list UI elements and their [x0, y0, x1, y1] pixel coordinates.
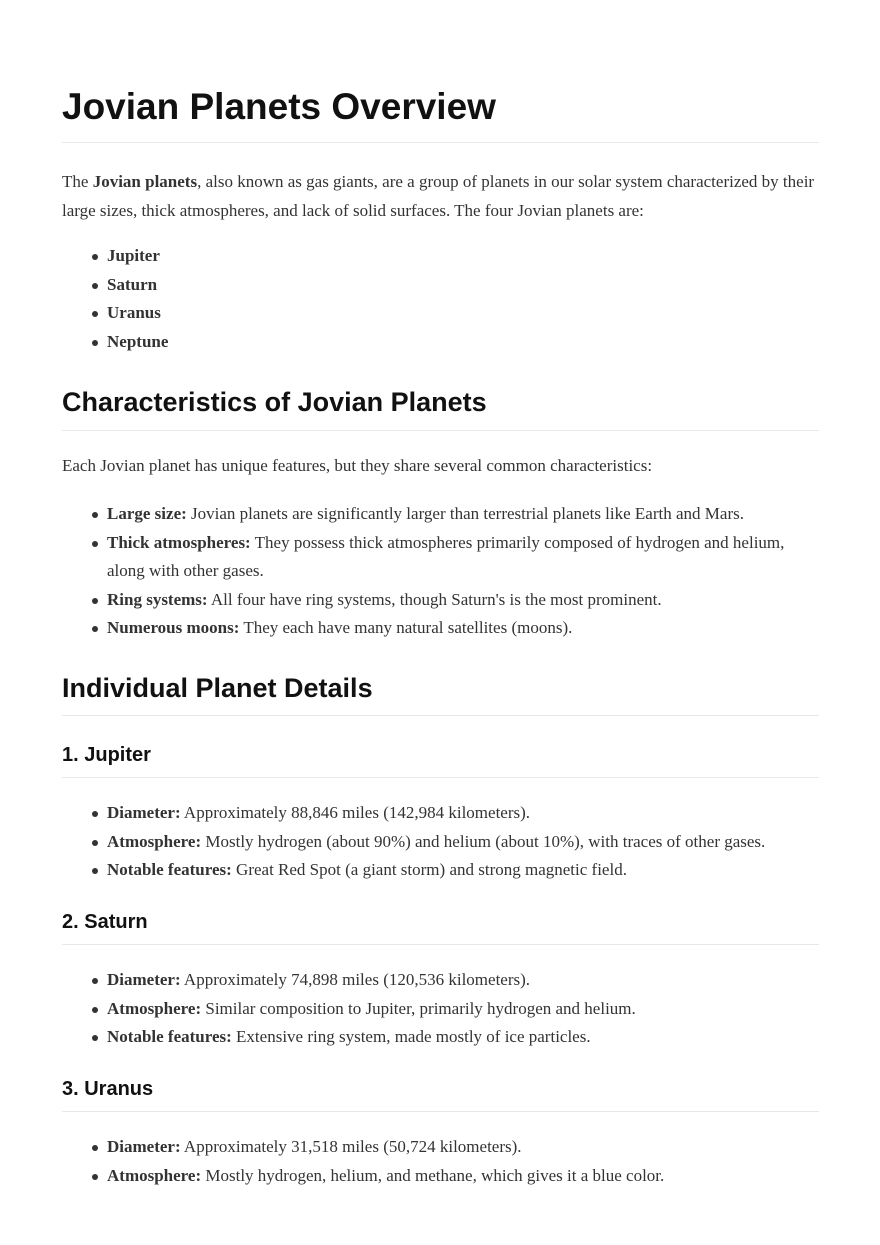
- list-item: [107, 799, 819, 828]
- item-text: Extensive ring system, made mostly of ice particles.: [231, 1027, 591, 1046]
- list-item: [107, 966, 819, 995]
- item-label: Ring systems:: [107, 589, 208, 609]
- item-text: Jovian planets are significantly larger than terrestrial planets like Earth and Mars.: [186, 504, 744, 523]
- item-label: Atmosphere:: [107, 998, 202, 1018]
- item-label: Large size:: [107, 504, 187, 523]
- list-item: [107, 1162, 819, 1191]
- item-label: Thick atmospheres:: [107, 532, 251, 552]
- list-item: [107, 1023, 819, 1052]
- item-text: Similar composition to Jupiter, primarily hydrogen and helium.: [201, 998, 636, 1018]
- title-divider: [62, 142, 819, 143]
- list-item: [107, 299, 819, 328]
- characteristics-intro: Each Jovian planet has unique features, but they share several common characteristics:: [62, 456, 653, 475]
- planet-list: [62, 242, 819, 356]
- saturn-heading: 2. Saturn: [62, 911, 148, 933]
- uranus-details-list: [62, 1133, 819, 1190]
- item-text: Mostly hydrogen (about 90%) and helium (about 10%), with traces of other gases.: [201, 831, 766, 851]
- item-text: They possess thick atmospheres primarily composed of hydrogen and helium, along with other gases.: [107, 532, 785, 580]
- intro-lead: The: [62, 172, 93, 191]
- list-item: [107, 828, 819, 857]
- details-divider: [62, 715, 819, 716]
- details-heading: Individual Planet Details: [62, 673, 373, 703]
- list-item: [107, 1133, 819, 1162]
- planet-name: Neptune: [107, 331, 169, 351]
- item-text: Approximately 74,898 miles (120,536 kilometers).: [180, 970, 531, 989]
- item-text: Approximately 88,846 miles (142,984 kilometers).: [180, 803, 531, 822]
- item-label: Diameter:: [107, 970, 181, 989]
- item-text: Approximately 31,518 miles (50,724 kilometers).: [180, 1137, 522, 1156]
- item-label: Diameter:: [107, 1137, 181, 1156]
- list-item: [107, 242, 819, 271]
- list-item: [107, 500, 819, 529]
- uranus-divider: [62, 1111, 819, 1112]
- jupiter-details-list: [62, 799, 819, 885]
- page-title: Jovian Planets Overview: [62, 86, 496, 127]
- jupiter-heading: 1. Jupiter: [62, 744, 151, 766]
- intro-bold-term: Jovian planets: [92, 172, 198, 191]
- item-label: Atmosphere:: [107, 1165, 202, 1185]
- list-item: [107, 529, 819, 586]
- item-text: Mostly hydrogen, helium, and methane, which gives it a blue color.: [201, 1165, 665, 1185]
- jupiter-divider: [62, 777, 819, 778]
- item-label: Diameter:: [107, 803, 181, 822]
- characteristics-list: [62, 500, 819, 643]
- saturn-divider: [62, 944, 819, 945]
- item-label: Atmosphere:: [107, 831, 202, 851]
- list-item: [107, 586, 819, 615]
- uranus-heading: 3. Uranus: [62, 1078, 154, 1100]
- planet-name: Jupiter: [107, 246, 160, 265]
- intro-rest: , also known as gas giants, are a group of planets in our solar system characterized by their large sizes, thick atmospheres, and lack of solid surfaces. The four Jovian planets are:: [62, 172, 815, 220]
- item-text: All four have ring systems, though Saturn's is the most prominent.: [207, 589, 662, 609]
- intro-paragraph: [62, 168, 819, 225]
- planet-name: Saturn: [107, 274, 158, 294]
- item-label: Notable features:: [107, 1027, 232, 1046]
- characteristics-heading: Characteristics of Jovian Planets: [62, 387, 487, 417]
- item-text: Great Red Spot (a giant storm) and strong magnetic field.: [231, 860, 627, 879]
- characteristics-divider: [62, 430, 819, 431]
- item-text: They each have many natural satellites (moons).: [239, 618, 573, 637]
- planet-name: Uranus: [107, 303, 161, 322]
- list-item: [107, 271, 819, 300]
- list-item: [107, 856, 819, 885]
- list-item: [107, 614, 819, 643]
- saturn-details-list: [62, 966, 819, 1052]
- list-item: [107, 995, 819, 1024]
- item-label: Notable features:: [107, 860, 232, 879]
- list-item: [107, 328, 819, 357]
- item-label: Numerous moons:: [107, 618, 240, 637]
